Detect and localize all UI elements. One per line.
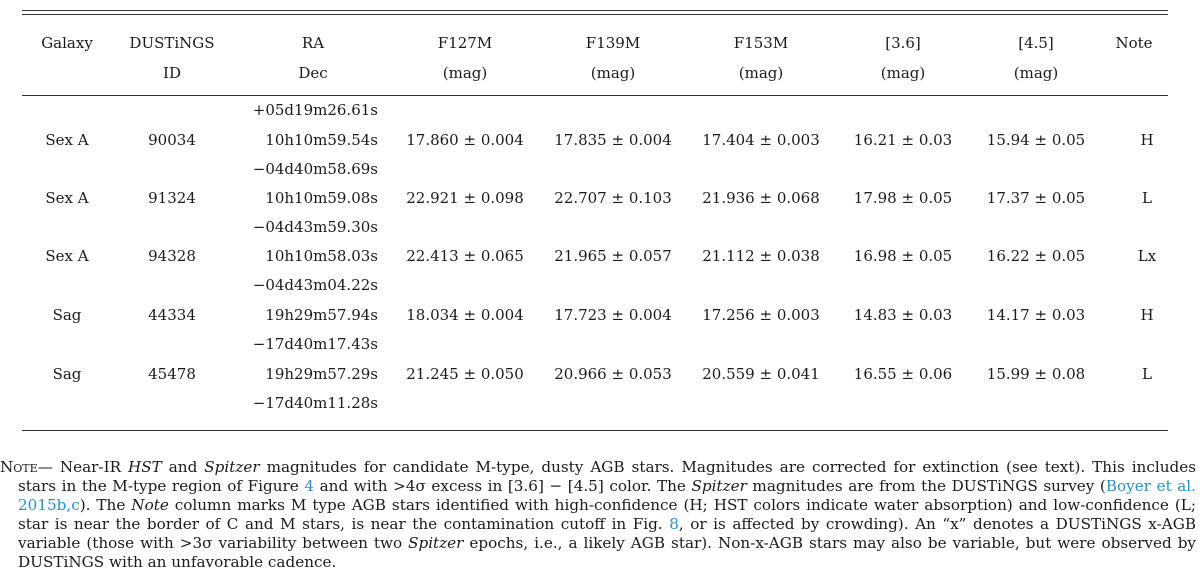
row-3-id: 94328 [148, 247, 196, 265]
top-dec: +05d19m26.61s [252, 101, 378, 119]
row-3-f127m: 22.413 ± 0.065 [406, 247, 524, 265]
note-note-word: Note [131, 496, 169, 514]
header-unit-f153m: (mag) [738, 64, 784, 82]
header-id: ID [163, 64, 181, 82]
row-3-4-5: 16.22 ± 0.05 [986, 247, 1086, 265]
row-5-galaxy: Sag [52, 365, 82, 383]
row-2-f153m: 21.936 ± 0.068 [702, 189, 820, 207]
note-text-9: epochs, i.e., a likely AGB star). Non-x-AGB stars may also be variable, but were observed by DUSTiNGS with an unfavorable cadence. [18, 534, 1196, 571]
row-1-f127m: 17.860 ± 0.004 [406, 131, 524, 149]
row-4-galaxy: Sag [52, 306, 82, 324]
note-text-6: ). The [79, 496, 132, 514]
header-ra: RA [301, 34, 325, 52]
note-text-8: , or is affected by crowding). An “x” denotes a DUSTiNGS x-AGB variable (those with >3σ variability between two [18, 515, 1196, 552]
row-2-4-5: 17.37 ± 0.05 [986, 189, 1086, 207]
row-2-dec: −04d43m59.30s [252, 218, 378, 236]
header-3-6: [3.6] [885, 34, 921, 52]
note-label: Note [0, 458, 38, 476]
row-4-ra: 19h29m57.94s [265, 306, 378, 324]
row-1-ra: 10h10m59.54s [265, 131, 378, 149]
row-4-id: 44334 [148, 306, 196, 324]
row-5-ra: 19h29m57.29s [265, 365, 378, 383]
row-4-note: H [1140, 306, 1154, 324]
row-3-3-6: 16.98 ± 0.05 [853, 247, 953, 265]
figure-8-link[interactable]: 8 [669, 515, 679, 533]
row-5-note: L [1142, 365, 1152, 383]
row-3-dec: −04d43m04.22s [252, 276, 378, 294]
row-4-f139m: 17.723 ± 0.004 [554, 306, 672, 324]
header-unit-f127m: (mag) [442, 64, 488, 82]
note-text-2: and [161, 458, 205, 476]
header-unit-4-5: (mag) [1013, 64, 1059, 82]
row-1-f139m: 17.835 ± 0.004 [554, 131, 672, 149]
header-dec: Dec [298, 64, 328, 82]
table-note [0, 458, 1196, 572]
note-text-7: column marks M type AGB stars identified with high-confidence (H; HST colors indicate water absorption) and low-confidence (L; star is near the border of C and M stars, is near the contamination cutoff in Fig. [18, 496, 1196, 533]
note-text-5: magnitudes are from the DUSTiNGS survey ( [746, 477, 1106, 495]
table-note-paragraph [0, 458, 1196, 572]
table-header-rule [22, 95, 1168, 96]
row-1-id: 90034 [148, 131, 196, 149]
table-bottom-rule [22, 430, 1168, 431]
row-1-3-6: 16.21 ± 0.03 [853, 131, 953, 149]
row-2-f139m: 22.707 ± 0.103 [554, 189, 672, 207]
row-3-note: Lx [1137, 247, 1157, 265]
row-5-4-5: 15.99 ± 0.08 [986, 365, 1086, 383]
row-5-3-6: 16.55 ± 0.06 [853, 365, 953, 383]
note-text-1: Near-IR [59, 458, 128, 476]
note-spitzer-3: Spitzer [408, 534, 464, 552]
row-2-3-6: 17.98 ± 0.05 [853, 189, 953, 207]
header-dustings: DUSTiNGS [129, 34, 215, 52]
row-1-galaxy: Sex A [45, 131, 89, 149]
figure-4-link[interactable]: 4 [304, 477, 315, 495]
note-text-3: magnitudes for candidate M-type, dusty AGB stars. Magnitudes are corrected for extinction (see text). This includes stars in the M-type region of Figure [18, 458, 1196, 495]
header-unit-3-6: (mag) [880, 64, 926, 82]
header-4-5: [4.5] [1018, 34, 1054, 52]
row-4-f127m: 18.034 ± 0.004 [406, 306, 524, 324]
row-1-note: H [1140, 131, 1154, 149]
header-note: Note [1115, 34, 1153, 52]
row-5-f139m: 20.966 ± 0.053 [554, 365, 672, 383]
row-3-f139m: 21.965 ± 0.057 [554, 247, 672, 265]
header-unit-f139m: (mag) [590, 64, 636, 82]
row-1-4-5: 15.94 ± 0.05 [986, 131, 1086, 149]
header-galaxy: Galaxy [41, 34, 93, 52]
table-top-rule [22, 10, 1168, 11]
header-f127m: F127M [437, 34, 493, 52]
row-3-ra: 10h10m58.03s [265, 247, 378, 265]
row-1-dec: −04d40m58.69s [252, 160, 378, 178]
row-4-3-6: 14.83 ± 0.03 [853, 306, 953, 324]
row-5-f153m: 20.559 ± 0.041 [702, 365, 820, 383]
note-spitzer-1: Spitzer [204, 458, 260, 476]
row-5-f127m: 21.245 ± 0.050 [406, 365, 524, 383]
row-4-f153m: 17.256 ± 0.003 [702, 306, 820, 324]
row-2-note: L [1142, 189, 1152, 207]
row-1-f153m: 17.404 ± 0.003 [702, 131, 820, 149]
row-3-galaxy: Sex A [45, 247, 89, 265]
note-text-4: and with >4σ excess in [3.6] − [4.5] color. The [314, 477, 692, 495]
citation-link[interactable]: Boyer et al. 2015b,c [18, 477, 1196, 514]
row-3-f153m: 21.112 ± 0.038 [702, 247, 820, 265]
row-4-4-5: 14.17 ± 0.03 [986, 306, 1086, 324]
row-2-f127m: 22.921 ± 0.098 [406, 189, 524, 207]
row-5-dec: −17d40m11.28s [252, 394, 378, 412]
row-4-dec: −17d40m17.43s [252, 335, 378, 353]
note-dash: — [37, 458, 60, 476]
row-2-galaxy: Sex A [45, 189, 89, 207]
note-hst: HST [127, 458, 162, 476]
row-5-id: 45478 [148, 365, 196, 383]
note-spitzer-2: Spitzer [691, 477, 747, 495]
row-2-id: 91324 [148, 189, 196, 207]
header-f153m: F153M [733, 34, 789, 52]
table-top-rule-double [22, 14, 1168, 15]
row-2-ra: 10h10m59.08s [265, 189, 378, 207]
header-f139m: F139M [585, 34, 641, 52]
